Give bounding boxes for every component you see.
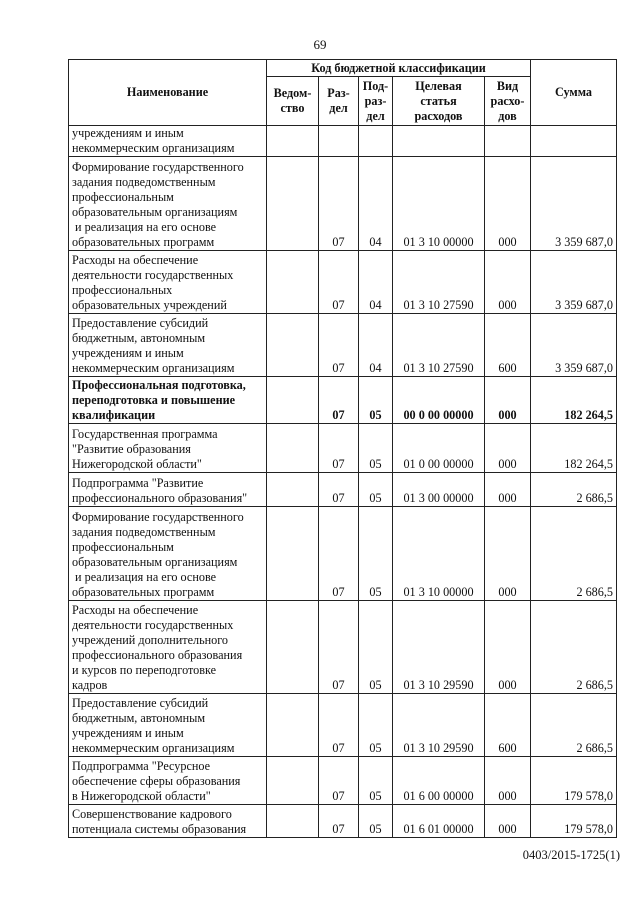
- row-podrazdel: 05: [359, 507, 393, 601]
- row-podrazdel: [359, 126, 393, 157]
- row-tselevaya: 01 3 00 00000: [393, 473, 485, 507]
- row-razdel: 07: [319, 473, 359, 507]
- row-razdel: 07: [319, 694, 359, 757]
- table-row: [69, 314, 617, 377]
- header-tselevaya: Целевая статья расходов: [393, 77, 485, 126]
- header-podrazdel: Под- раз- дел: [359, 77, 393, 126]
- row-tselevaya: 01 3 10 00000: [393, 507, 485, 601]
- row-podrazdel: 04: [359, 251, 393, 314]
- table-row: [69, 757, 617, 805]
- row-vid: 000: [485, 424, 531, 473]
- row-vedomstvo: [267, 251, 319, 314]
- row-vedomstvo: [267, 805, 319, 838]
- row-summa: 2 686,5: [531, 507, 617, 601]
- row-tselevaya: 01 0 00 00000: [393, 424, 485, 473]
- row-podrazdel: 05: [359, 601, 393, 694]
- header-razdel: Раз- дел: [319, 77, 359, 126]
- table-body: [69, 126, 617, 838]
- table-row: [69, 157, 617, 251]
- budget-table: [68, 59, 617, 838]
- row-vedomstvo: [267, 473, 319, 507]
- row-summa: 3 359 687,0: [531, 251, 617, 314]
- row-name: учреждениям и иным некоммерческим организациям: [69, 126, 267, 157]
- row-tselevaya: 01 6 00 00000: [393, 757, 485, 805]
- row-vedomstvo: [267, 757, 319, 805]
- row-summa: 182 264,5: [531, 424, 617, 473]
- row-name: Предоставление субсидий бюджетным, автономным учреждениям и иным некоммерческим организациям: [69, 314, 267, 377]
- row-summa: 2 686,5: [531, 601, 617, 694]
- row-vid: 000: [485, 601, 531, 694]
- row-vedomstvo: [267, 601, 319, 694]
- table-row: [69, 601, 617, 694]
- row-tselevaya: 00 0 00 00000: [393, 377, 485, 424]
- row-vid: 000: [485, 757, 531, 805]
- table-row: [69, 424, 617, 473]
- row-tselevaya: 01 3 10 00000: [393, 157, 485, 251]
- header-code-group: Код бюджетной классификации: [267, 60, 531, 77]
- row-podrazdel: 05: [359, 377, 393, 424]
- row-name: Профессиональная подготовка, переподготовка и повышение квалификации: [69, 377, 267, 424]
- row-vid: 600: [485, 314, 531, 377]
- row-vedomstvo: [267, 694, 319, 757]
- row-vedomstvo: [267, 424, 319, 473]
- document-code: 0403/2015-1725(1): [522, 848, 620, 862]
- table-row: [69, 694, 617, 757]
- row-vedomstvo: [267, 377, 319, 424]
- row-tselevaya: 01 3 10 27590: [393, 251, 485, 314]
- row-tselevaya: 01 3 10 29590: [393, 694, 485, 757]
- row-razdel: 07: [319, 314, 359, 377]
- header-summa: Сумма: [531, 60, 617, 126]
- row-summa: 179 578,0: [531, 757, 617, 805]
- row-summa: [531, 126, 617, 157]
- row-tselevaya: [393, 126, 485, 157]
- table-row: [69, 251, 617, 314]
- row-razdel: [319, 126, 359, 157]
- row-razdel: 07: [319, 157, 359, 251]
- row-name: Формирование государственного задания подведомственным профессиональным образовательным организациям и реализация на его основе образовательных программ: [69, 157, 267, 251]
- row-summa: 2 686,5: [531, 694, 617, 757]
- row-summa: 3 359 687,0: [531, 157, 617, 251]
- row-tselevaya: 01 3 10 27590: [393, 314, 485, 377]
- header-name: Наименование: [69, 60, 267, 126]
- row-name: Совершенствование кадрового потенциала системы образования: [69, 805, 267, 838]
- row-razdel: 07: [319, 507, 359, 601]
- row-razdel: 07: [319, 757, 359, 805]
- row-podrazdel: 04: [359, 314, 393, 377]
- row-razdel: 07: [319, 251, 359, 314]
- table-row: [69, 377, 617, 424]
- header-vid: Вид расхо- дов: [485, 77, 531, 126]
- row-name: Расходы на обеспечение деятельности государственных профессиональных образовательных учреждений: [69, 251, 267, 314]
- row-name: Государственная программа "Развитие образования Нижегородской области": [69, 424, 267, 473]
- row-vid: 600: [485, 694, 531, 757]
- row-tselevaya: 01 3 10 29590: [393, 601, 485, 694]
- row-summa: 2 686,5: [531, 473, 617, 507]
- table-row: [69, 473, 617, 507]
- row-podrazdel: 05: [359, 424, 393, 473]
- row-vid: 000: [485, 377, 531, 424]
- row-podrazdel: 04: [359, 157, 393, 251]
- row-vid: 000: [485, 251, 531, 314]
- row-podrazdel: 05: [359, 805, 393, 838]
- row-podrazdel: 05: [359, 757, 393, 805]
- row-name: Предоставление субсидий бюджетным, автономным учреждениям и иным некоммерческим организациям: [69, 694, 267, 757]
- row-podrazdel: 05: [359, 473, 393, 507]
- row-vedomstvo: [267, 314, 319, 377]
- header-vedomstvo: Ведом- ство: [267, 77, 319, 126]
- row-name: Подпрограмма "Развитие профессионального образования": [69, 473, 267, 507]
- row-vid: 000: [485, 473, 531, 507]
- row-razdel: 07: [319, 805, 359, 838]
- row-vedomstvo: [267, 157, 319, 251]
- row-razdel: 07: [319, 377, 359, 424]
- row-razdel: 07: [319, 601, 359, 694]
- row-summa: 3 359 687,0: [531, 314, 617, 377]
- row-summa: 179 578,0: [531, 805, 617, 838]
- row-razdel: 07: [319, 424, 359, 473]
- row-vid: [485, 126, 531, 157]
- row-name: Подпрограмма "Ресурсное обеспечение сферы образования в Нижегородской области": [69, 757, 267, 805]
- row-vedomstvo: [267, 507, 319, 601]
- row-summa: 182 264,5: [531, 377, 617, 424]
- table-row: [69, 507, 617, 601]
- row-vid: 000: [485, 805, 531, 838]
- row-podrazdel: 05: [359, 694, 393, 757]
- row-tselevaya: 01 6 01 00000: [393, 805, 485, 838]
- page-number: 69: [313, 37, 327, 52]
- row-vid: 000: [485, 157, 531, 251]
- row-name: Формирование государственного задания подведомственным профессиональным образовательным организациям и реализация на его основе образовательных программ: [69, 507, 267, 601]
- row-vedomstvo: [267, 126, 319, 157]
- row-name: Расходы на обеспечение деятельности государственных учреждений дополнительного профессионального образования и курсов по переподготовке кадров: [69, 601, 267, 694]
- row-vid: 000: [485, 507, 531, 601]
- table-row: [69, 805, 617, 838]
- table-row: [69, 126, 617, 157]
